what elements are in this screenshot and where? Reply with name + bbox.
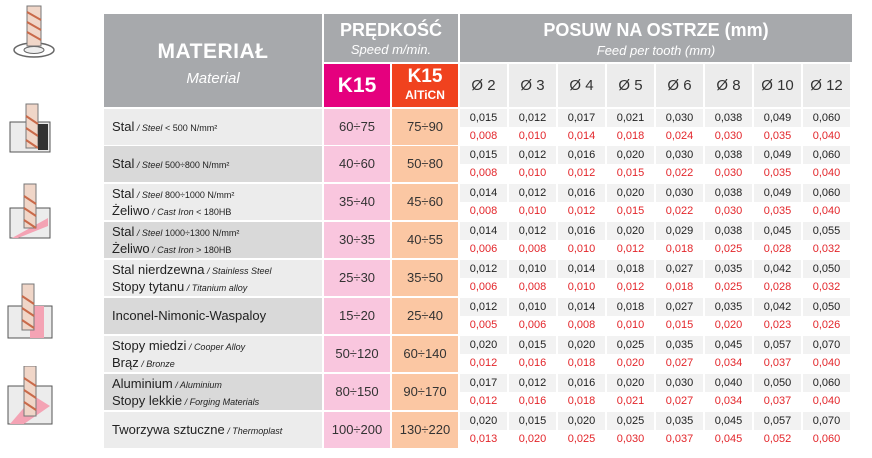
material-name: Stal	[112, 156, 135, 171]
table-row	[104, 222, 852, 258]
material-separator: /	[149, 207, 158, 217]
material-name: Żeliwo	[112, 241, 150, 256]
speed-title: PRĘDKOŚĆ	[339, 20, 442, 40]
material-name: Tworzywa sztuczne	[112, 422, 225, 437]
k15-header: K15	[324, 64, 390, 107]
feed-subtitle: Feed per tooth (mm)	[596, 43, 716, 58]
material-name: Stal nierdzewna	[112, 262, 205, 277]
feed-value-k15-altin: 0,006	[509, 316, 556, 334]
feed-value-k15: 0,016	[558, 146, 605, 164]
feed-value-k15-altin: 0,020	[705, 316, 752, 334]
table-row	[104, 412, 852, 448]
feed-header	[460, 14, 852, 62]
feed-value-k15: 0,045	[705, 336, 752, 354]
feed-value-k15: 0,029	[656, 222, 703, 240]
material-line	[112, 338, 245, 353]
table-row	[104, 298, 852, 334]
material-name: Stopy miedzi	[112, 338, 187, 353]
feed-value-k15-altin: 0,030	[705, 202, 752, 220]
feed-value-k15-altin: 0,034	[705, 392, 752, 410]
side-mill-icon	[4, 282, 56, 344]
feed-value-k15: 0,057	[754, 412, 801, 430]
feed-title: POSUW NA OSTRZE (mm)	[543, 20, 769, 40]
feed-value-k15: 0,060	[803, 109, 850, 127]
feed-value-k15: 0,060	[803, 146, 850, 164]
material-line	[112, 262, 272, 277]
speed-k15-cell: 40÷60	[324, 146, 390, 182]
feed-value-k15-altin: 0,040	[803, 202, 850, 220]
feed-value-k15: 0,042	[754, 298, 801, 316]
material-line	[112, 279, 247, 294]
material-spec: > 180HB	[193, 245, 232, 255]
feed-value-k15-altin: 0,016	[509, 354, 556, 372]
material-line	[112, 156, 229, 171]
feed-value-k15: 0,010	[509, 298, 556, 316]
material-separator: /	[182, 397, 190, 407]
material-english: Steel	[141, 228, 163, 238]
material-separator: /	[184, 283, 192, 293]
feed-value-k15-altin: 0,025	[705, 278, 752, 296]
feed-value-k15: 0,018	[607, 298, 654, 316]
feed-value-k15-altin: 0,006	[460, 240, 507, 258]
feed-value-k15-altin: 0,035	[754, 127, 801, 145]
material-separator: /	[204, 266, 213, 276]
feed-value-k15: 0,015	[460, 146, 507, 164]
speed-k15-altin-cell: 45÷60	[392, 184, 458, 220]
material-english: Aluminium	[179, 380, 222, 390]
feed-value-k15: 0,025	[607, 412, 654, 430]
material-name: Aluminium	[112, 376, 173, 391]
material-name: Stal	[112, 186, 135, 201]
material-separator: /	[149, 245, 158, 255]
material-name: Stal	[112, 119, 135, 134]
feed-value-k15: 0,055	[803, 222, 850, 240]
feed-value-k15: 0,014	[460, 222, 507, 240]
material-cell	[104, 336, 322, 372]
feed-value-k15: 0,045	[705, 412, 752, 430]
material-name: Stopy lekkie	[112, 393, 183, 408]
feed-value-k15: 0,035	[705, 298, 752, 316]
feed-value-k15: 0,060	[803, 184, 850, 202]
feed-value-k15: 0,012	[460, 298, 507, 316]
material-separator: /	[134, 123, 142, 133]
feed-value-k15: 0,030	[656, 146, 703, 164]
feed-value-k15-altin: 0,008	[509, 278, 556, 296]
material-cell	[104, 222, 322, 258]
feed-value-k15-altin: 0,040	[803, 164, 850, 182]
feed-value-k15: 0,038	[705, 184, 752, 202]
diameter-header: Ø 5	[607, 64, 654, 107]
speed-k15-altin-cell: 35÷50	[392, 260, 458, 296]
feed-value-k15: 0,042	[754, 260, 801, 278]
material-line	[112, 308, 266, 323]
feed-value-k15-altin: 0,010	[509, 202, 556, 220]
feed-value-k15-altin: 0,040	[803, 392, 850, 410]
feed-value-k15-altin: 0,012	[558, 202, 605, 220]
feed-value-k15: 0,030	[656, 184, 703, 202]
feed-value-k15-altin: 0,037	[754, 392, 801, 410]
feed-value-k15-altin: 0,018	[656, 240, 703, 258]
feed-value-k15: 0,012	[509, 184, 556, 202]
feed-value-k15: 0,027	[656, 298, 703, 316]
feed-value-k15: 0,038	[705, 146, 752, 164]
feed-value-k15-altin: 0,052	[754, 430, 801, 448]
feed-value-k15: 0,050	[803, 260, 850, 278]
material-line	[112, 119, 217, 134]
feed-value-k15-altin: 0,020	[509, 430, 556, 448]
feed-value-k15: 0,018	[607, 260, 654, 278]
feed-value-k15: 0,015	[509, 412, 556, 430]
feed-value-k15-altin: 0,018	[558, 354, 605, 372]
table-row	[104, 336, 852, 372]
feed-value-k15-altin: 0,008	[460, 127, 507, 145]
speed-k15-altin-cell: 130÷220	[392, 412, 458, 448]
feed-value-k15-altin: 0,018	[607, 127, 654, 145]
feed-value-k15: 0,021	[607, 109, 654, 127]
material-separator: /	[138, 359, 147, 369]
profile-mill-icon	[4, 366, 56, 428]
ramp-mill-icon	[4, 182, 56, 244]
feed-value-k15: 0,014	[558, 298, 605, 316]
feed-value-k15: 0,016	[558, 374, 605, 392]
feed-value-k15-altin: 0,015	[656, 316, 703, 334]
material-english: Steel	[141, 190, 163, 200]
table-row	[104, 260, 852, 296]
material-line	[112, 422, 282, 437]
material-line	[112, 393, 259, 408]
feed-value-k15-altin: 0,027	[656, 392, 703, 410]
feed-value-k15-altin: 0,020	[607, 354, 654, 372]
feed-value-k15: 0,025	[607, 336, 654, 354]
feed-value-k15-altin: 0,008	[558, 316, 605, 334]
feed-value-k15-altin: 0,037	[754, 354, 801, 372]
feed-value-k15-altin: 0,006	[460, 278, 507, 296]
feed-value-k15: 0,010	[509, 260, 556, 278]
feed-value-k15-altin: 0,030	[705, 127, 752, 145]
feed-value-k15: 0,038	[705, 109, 752, 127]
material-line	[112, 376, 222, 391]
feed-value-k15-altin: 0,012	[558, 164, 605, 182]
feed-value-k15-altin: 0,005	[460, 316, 507, 334]
material-spec: 1000÷1300 N/mm²	[162, 228, 240, 238]
material-cell	[104, 374, 322, 410]
diameter-header: Ø 10	[754, 64, 801, 107]
material-cell	[104, 298, 322, 334]
table-row	[104, 374, 852, 410]
feed-value-k15: 0,040	[705, 374, 752, 392]
speed-k15-cell: 60÷75	[324, 109, 390, 145]
feed-value-k15-altin: 0,032	[803, 240, 850, 258]
material-name: Stopy tytanu	[112, 279, 185, 294]
feed-value-k15-altin: 0,015	[607, 202, 654, 220]
feed-value-k15-altin: 0,008	[509, 240, 556, 258]
feed-value-k15: 0,020	[607, 184, 654, 202]
feed-value-k15-altin: 0,034	[705, 354, 752, 372]
speed-k15-cell: 30÷35	[324, 222, 390, 258]
material-english: Cooper Alloy	[193, 342, 246, 352]
material-cell	[104, 146, 322, 182]
feed-value-k15-altin: 0,037	[656, 430, 703, 448]
feed-value-k15-altin: 0,015	[607, 164, 654, 182]
feed-value-k15-altin: 0,012	[460, 354, 507, 372]
feed-value-k15-altin: 0,021	[607, 392, 654, 410]
material-separator: /	[224, 426, 233, 436]
feed-value-k15-altin: 0,028	[754, 278, 801, 296]
feed-value-k15: 0,015	[460, 109, 507, 127]
material-spec: 500÷800 N/mm²	[162, 160, 230, 170]
speed-k15-cell: 35÷40	[324, 184, 390, 220]
feed-value-k15-altin: 0,018	[558, 392, 605, 410]
speed-subtitle: Speed m/min.	[350, 42, 432, 57]
feed-value-k15-altin: 0,010	[509, 164, 556, 182]
feed-value-k15: 0,016	[558, 222, 605, 240]
feed-value-k15-altin: 0,025	[705, 240, 752, 258]
table-row	[104, 184, 852, 220]
feed-value-k15: 0,060	[803, 374, 850, 392]
material-cell	[104, 109, 322, 145]
cutting-mode-icons	[0, 0, 64, 458]
feed-value-k15: 0,016	[558, 184, 605, 202]
material-english: Titanium alloy	[191, 283, 248, 293]
feed-value-k15-altin: 0,014	[558, 127, 605, 145]
material-english: Stainless Steel	[212, 266, 272, 276]
k15-altin-coating: AlTiCN	[405, 88, 445, 102]
feed-value-k15: 0,030	[656, 374, 703, 392]
material-spec: < 180HB	[193, 207, 232, 217]
material-spec: 800÷1000 N/mm²	[162, 190, 235, 200]
feed-value-k15: 0,014	[558, 260, 605, 278]
feed-value-k15-altin: 0,028	[754, 240, 801, 258]
diameter-header: Ø 3	[509, 64, 556, 107]
material-name: Żeliwo	[112, 203, 150, 218]
diameter-header: Ø 12	[803, 64, 850, 107]
feed-value-k15: 0,045	[754, 222, 801, 240]
feed-value-k15-altin: 0,040	[803, 354, 850, 372]
diameter-header: Ø 2	[460, 64, 507, 107]
material-spec: < 500 N/mm²	[162, 123, 218, 133]
speed-header	[324, 14, 458, 62]
feed-value-k15-altin: 0,030	[705, 164, 752, 182]
feed-value-k15-altin: 0,035	[754, 202, 801, 220]
diameter-header: Ø 6	[656, 64, 703, 107]
feed-value-k15: 0,070	[803, 336, 850, 354]
feed-value-k15-altin: 0,032	[803, 278, 850, 296]
material-title: MATERIAŁ	[157, 40, 269, 63]
material-name: Inconel-Nimonic-Waspaloy	[112, 308, 267, 323]
feed-value-k15-altin: 0,013	[460, 430, 507, 448]
material-separator: /	[186, 342, 194, 352]
feed-value-k15-altin: 0,024	[656, 127, 703, 145]
k15-altin-header	[392, 64, 458, 107]
speed-k15-altin-cell: 60÷140	[392, 336, 458, 372]
feed-value-k15: 0,012	[460, 260, 507, 278]
material-english: Thermoplast	[232, 426, 283, 436]
speed-k15-cell: 80÷150	[324, 374, 390, 410]
material-cell	[104, 412, 322, 448]
feed-value-k15: 0,015	[509, 336, 556, 354]
material-separator: /	[172, 380, 180, 390]
material-english: Steel	[141, 160, 163, 170]
feed-value-k15: 0,049	[754, 109, 801, 127]
speed-k15-cell: 25÷30	[324, 260, 390, 296]
diameter-header: Ø 8	[705, 64, 752, 107]
feed-value-k15: 0,050	[803, 298, 850, 316]
feed-value-k15: 0,017	[558, 109, 605, 127]
k15-altin-grade: K15	[407, 66, 443, 87]
feed-value-k15-altin: 0,030	[607, 430, 654, 448]
material-line	[112, 241, 231, 256]
material-header	[104, 14, 322, 107]
material-english: Cast Iron	[157, 245, 194, 255]
diameter-header: Ø 4	[558, 64, 605, 107]
speed-k15-altin-cell: 25÷40	[392, 298, 458, 334]
feed-value-k15-altin: 0,045	[705, 430, 752, 448]
feed-value-k15: 0,020	[460, 336, 507, 354]
feed-value-k15-altin: 0,022	[656, 202, 703, 220]
speed-k15-cell: 100÷200	[324, 412, 390, 448]
feed-value-k15: 0,020	[607, 222, 654, 240]
feed-value-k15-altin: 0,016	[509, 392, 556, 410]
feed-value-k15: 0,070	[803, 412, 850, 430]
feed-value-k15-altin: 0,027	[656, 354, 703, 372]
feed-value-k15-altin: 0,012	[607, 240, 654, 258]
material-line	[112, 203, 231, 218]
speed-k15-altin-cell: 40÷55	[392, 222, 458, 258]
feed-value-k15-altin: 0,025	[558, 430, 605, 448]
speed-k15-altin-cell: 90÷170	[392, 374, 458, 410]
material-name: Stal	[112, 224, 135, 239]
material-line	[112, 224, 239, 239]
feed-value-k15: 0,014	[460, 184, 507, 202]
feed-value-k15: 0,027	[656, 260, 703, 278]
feed-value-k15-altin: 0,010	[509, 127, 556, 145]
material-english: Cast Iron	[157, 207, 194, 217]
feed-value-k15: 0,012	[509, 222, 556, 240]
feed-value-k15: 0,012	[509, 374, 556, 392]
feed-value-k15-altin: 0,008	[460, 202, 507, 220]
speed-k15-cell: 50÷120	[324, 336, 390, 372]
feed-value-k15-altin: 0,010	[607, 316, 654, 334]
feed-value-k15-altin: 0,012	[607, 278, 654, 296]
feed-value-k15: 0,020	[558, 412, 605, 430]
feed-value-k15-altin: 0,035	[754, 164, 801, 182]
speed-k15-cell: 15÷20	[324, 298, 390, 334]
material-separator: /	[134, 160, 142, 170]
material-english: Forging Materials	[189, 397, 260, 407]
feed-value-k15-altin: 0,012	[460, 392, 507, 410]
feed-value-k15: 0,030	[656, 109, 703, 127]
material-separator: /	[134, 228, 142, 238]
feed-value-k15: 0,012	[509, 146, 556, 164]
feed-value-k15-altin: 0,018	[656, 278, 703, 296]
feed-value-k15-altin: 0,023	[754, 316, 801, 334]
table-row	[104, 146, 852, 182]
feed-value-k15: 0,035	[656, 412, 703, 430]
feed-value-k15: 0,049	[754, 146, 801, 164]
feed-value-k15: 0,020	[558, 336, 605, 354]
feed-value-k15-altin: 0,008	[460, 164, 507, 182]
feed-value-k15: 0,038	[705, 222, 752, 240]
material-name: Brąz	[112, 355, 139, 370]
feed-value-k15-altin: 0,010	[558, 240, 605, 258]
feed-value-k15: 0,017	[460, 374, 507, 392]
material-line	[112, 355, 175, 370]
feed-value-k15: 0,012	[509, 109, 556, 127]
material-english: Steel	[141, 123, 163, 133]
feed-value-k15-altin: 0,040	[803, 127, 850, 145]
feed-value-k15: 0,057	[754, 336, 801, 354]
feed-value-k15-altin: 0,022	[656, 164, 703, 182]
material-subtitle: Material	[186, 70, 240, 87]
feed-value-k15: 0,020	[607, 374, 654, 392]
material-line	[112, 186, 234, 201]
feed-value-k15-altin: 0,060	[803, 430, 850, 448]
feed-value-k15: 0,035	[705, 260, 752, 278]
feed-value-k15-altin: 0,010	[558, 278, 605, 296]
material-separator: /	[134, 190, 142, 200]
table-row	[104, 109, 852, 145]
feed-value-k15: 0,049	[754, 184, 801, 202]
material-english: Bronze	[146, 359, 175, 369]
plunge-drill-icon	[4, 2, 56, 64]
speed-k15-altin-cell: 50÷80	[392, 146, 458, 182]
feed-value-k15: 0,020	[607, 146, 654, 164]
feed-value-k15: 0,020	[460, 412, 507, 430]
speed-k15-altin-cell: 75÷90	[392, 109, 458, 145]
feed-value-k15-altin: 0,026	[803, 316, 850, 334]
material-cell	[104, 260, 322, 296]
slot-mill-icon	[4, 102, 56, 164]
feed-value-k15: 0,050	[754, 374, 801, 392]
feed-value-k15: 0,035	[656, 336, 703, 354]
material-cell	[104, 184, 322, 220]
